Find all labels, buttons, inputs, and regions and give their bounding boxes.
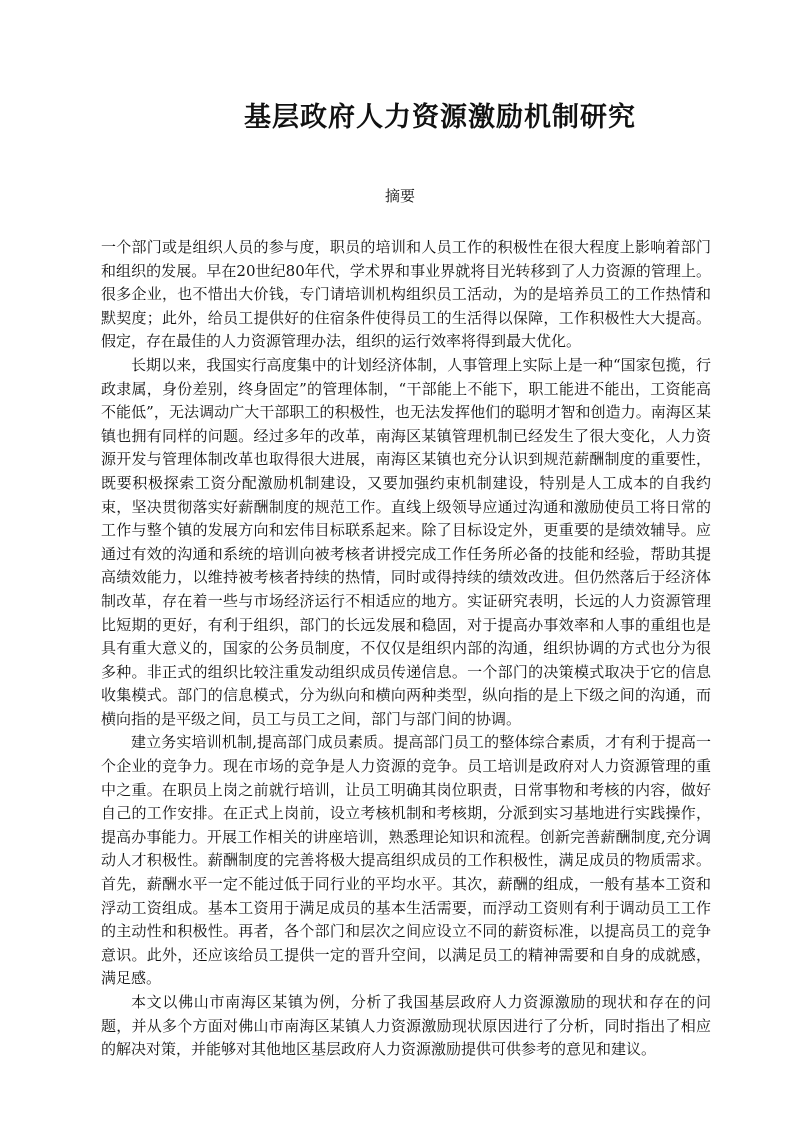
paragraph-2: 长期以来，我国实行高度集中的计划经济体制，人事管理上实际上是一种“国家包揽，行政隶属，身份差别，终身固定”的管理体制，“干部能上不能下，职工能进不能出，工资能高不能低”，无法调动广大干部职工的积极性，也无法发挥他们的聪明才智和创造力。南海区某镇也拥有同样的问题。经过多年的改革，南海区某镇管理机制已经发生了很大变化，人力资源开发与管理体制改革也取得很大进展，南海区某镇也充分认识到规范薪酬制度的重要性，既要积极探索工资分配激励机制建设，又要加强约束机制建设，特别是人工成本的自我约束，坚决贯彻落实好薪酬制度的规范工作。直线上级领导应通过沟通和激励使员工将日常的工作与整个镇的发展方向和宏伟目标联系起来。除了目标设定外，更重要的是绩效辅导。应通过有效的沟通和系统的培训向被考核者讲授完成工作任务所必备的技能和经验，帮助其提高绩效能力，以维持被考核者持续的热情，同时或得持续的绩效改进。但仍然落后于经济体制改革，存在着一些与市场经济运行不相适应的地方。实证研究表明，长远的人力资源管理比短期的更好，有利于组织，部门的长远发展和稳固，对于提高办事效率和人事的重组也是具有重大意义的，国家的公务员制度，不仅仅是组织内部的沟通，组织协调的方式也分为很多种。非正式的组织比较注重发动组织成员传递信息。一个部门的决策模式取决于它的信息收集模式。部门的信息模式，分为纵向和横向两种类型，纵向指的是上下级之间的沟通，而横向指的是平级之间，员工与员工之间，部门与部门间的协调。 — [101, 355, 711, 728]
paragraph-1: 一个部门或是组织人员的参与度，职员的培训和人员工作的积极性在很大程度上影响着部门和组织的发展。早在20世纪80年代，学术界和事业界就将目光转移到了人力资源的管理上。很多企业，也不惜出大价钱，专门请培训机构组织员工活动，为的是培养员工的工作热情和默契度；此外，给员工提供好的住宿条件使得员工的生活得以保障，工作积极性大大提高。假定，存在最佳的人力资源管理办法，组织的运行效率将得到最大优化。 — [101, 238, 711, 351]
paragraph-4: 本文以佛山市南海区某镇为例，分析了我国基层政府人力资源激励的现状和存在的问题，并从多个方面对佛山市南海区某镇人力资源激励现状原因进行了分析，同时指出了相应的解决对策，并能够对其他地区基层政府人力资源激励提供可供参考的意见和建议。 — [101, 993, 711, 1059]
abstract-heading: 摘要 — [384, 187, 415, 205]
paragraph-3: 建立务实培训机制,提高部门成员素质。提高部门员工的整体综合素质，才有利于提高一个企业的竞争力。现在市场的竞争是人力资源的竞争。员工培训是政府对人力资源管理的重中之重。在职员上岗之前就行培训，让员工明确其岗位职责，日常事物和考核的内容，做好自己的工作安排。在正式上岗前，设立考核机制和考核期，分派到实习基地进行实践操作，提高办事能力。开展工作相关的讲座培训，熟悉理论知识和流程。创新完善薪酬制度,充分调动人才积极性。薪酬制度的完善将极大提高组织成员的工作积极性，满足成员的物质需求。首先，薪酬水平一定不能过低于同行业的平均水平。其次，薪酬的组成，一般有基本工资和浮动工资组成。基本工资用于满足成员的基本生活需要，而浮动工资则有利于调动员工工作的主动性和积极性。再者，各个部门和层次之间应设立不同的薪资标准，以提高员工的竞争意识。此外，还应该给员工提供一定的晋升空间，以满足员工的精神需要和自身的成就感，满足感。 — [101, 733, 711, 988]
abstract-body — [101, 236, 711, 1062]
document-title: 基层政府人力资源激励机制研究 — [244, 102, 636, 133]
